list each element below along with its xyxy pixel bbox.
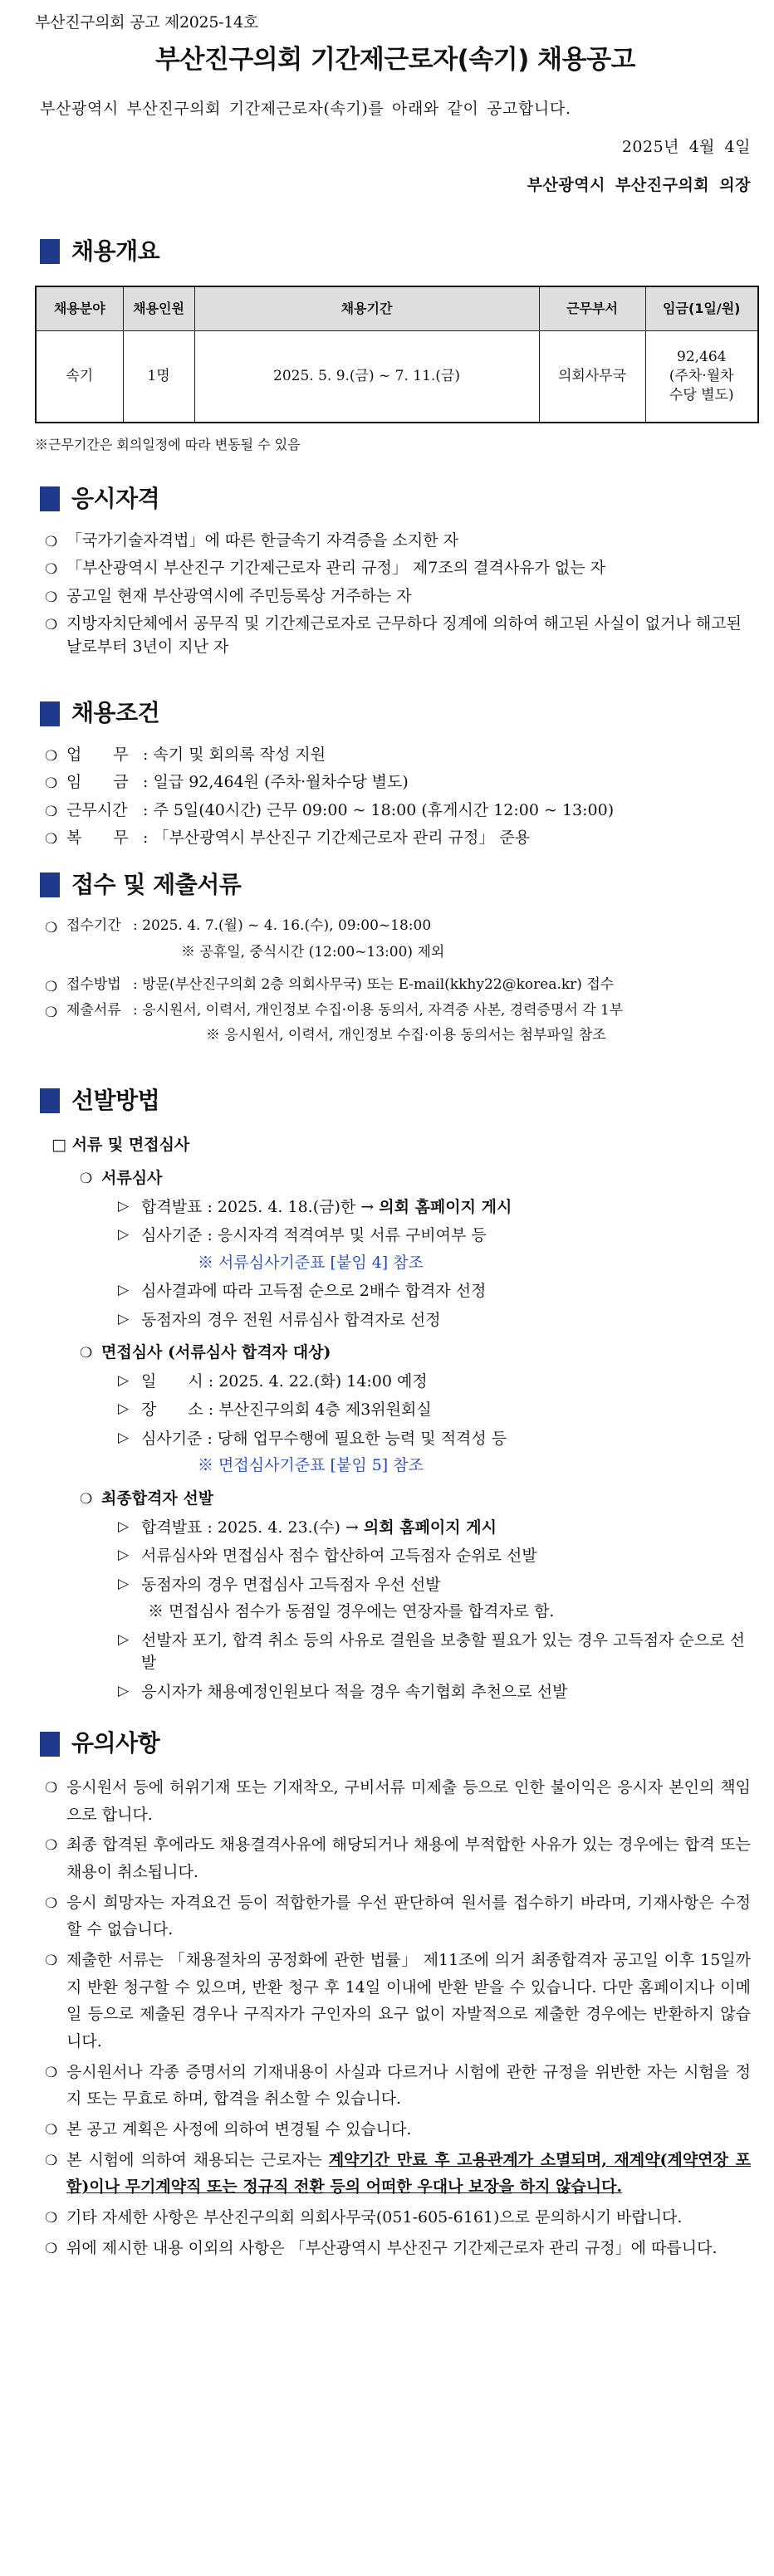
cell-dept: 의회사무국 (539, 331, 645, 423)
cell-period: 2025. 5. 9.(금) ~ 7. 11.(금) (194, 331, 539, 423)
section-bar-icon (40, 873, 60, 897)
list-item: ▷ 심사기준 : 응시자격 적격여부 및 서류 구비여부 등 (118, 1226, 487, 1245)
circle-bullet-icon: ❍ (45, 1779, 58, 1796)
triangle-bullet-icon: ▷ (118, 1547, 130, 1564)
triangle-bullet-icon: ▷ (118, 1310, 130, 1327)
circle-bullet-icon: ❍ (45, 747, 58, 765)
list-item: ❍ 제출한 서류는 「채용절차의 공정화에 관한 법률」 제11조에 의거 최종합격자 공고일 이후 15일까지 반환 청구할 수 있으며, 반환 청구 후 14일 이내에 반환 받을 수 있습니다. 다만 홈페이지나 이메일 등으로 제출된 경우나 구직자가 구인자의 요구 없이 자발적으로 제출한 경우에는 반환하지 않습니다. (45, 1950, 751, 2051)
list-item: ❍ 접수기간 : 2025. 4. 7.(월) ~ 4. 16.(수), 09:00~18:00 (40, 916, 751, 936)
list-item: ❍ 제출서류 : 응시원서, 이력서, 개인정보 수집·이용 동의서, 자격증 사본, 경력증명서 각 1부 (40, 1000, 751, 1021)
cautions-list (40, 1774, 751, 2261)
section-overview-heading: 채용개요 (40, 235, 751, 269)
list-item: ❍ 「부산광역시 부산진구 기간제근로자 관리 규정」 제7조의 결격사유가 없는 자 (40, 557, 751, 580)
list-item: ❍ 복 무 : 「부산광역시 부산진구 기간제근로자 관리 규정」 준용 (40, 827, 751, 850)
conditions-list (40, 744, 751, 850)
final-selection-heading: ❍ 최종합격자 선발 (80, 1488, 751, 1511)
list-item: ❍ 응시원서나 각종 증명서의 기재내용이 사실과 다르거나 시험에 관한 규정을 위반한 자는 시험을 정지 또는 무효로 하며, 합격을 취소할 수 있습니다. (45, 2062, 751, 2109)
circle-bullet-icon: ❍ (45, 1952, 58, 1969)
list-item: ❍ 응시 희망자는 자격요건 등이 적합한가를 우선 판단하여 원서를 접수하기 바라며, 기재사항은 수정할 수 없습니다. (45, 1893, 751, 1939)
col-dept: 근무부서 (539, 286, 645, 331)
circle-bullet-icon: ❍ (45, 919, 58, 936)
notice-number: 부산진구의회 공고 제2025-14호 (35, 13, 258, 32)
period-note: ※ 공휴일, 중식시간 (12:00~13:00) 제외 (181, 944, 445, 961)
list-item: ❍ 「국가기술자격법」에 따른 한글속기 자격증을 소지한 자 (40, 530, 751, 553)
list-item: ❍ 위에 제시한 내용 이외의 사항은 「부산광역시 부산진구 기간제근로자 관리 규정」에 따릅니다. (40, 2235, 751, 2262)
circle-bullet-icon: ❍ (45, 533, 58, 550)
list-item: ▷ 합격발표 : 2025. 4. 23.(수) → 의회 홈페이지 게시 (118, 1518, 497, 1537)
list-item: ❍ 공고일 현재 부산광역시에 주민등록상 거주하는 자 (40, 585, 751, 609)
section-bar-icon (40, 1088, 60, 1113)
section-bar-icon (40, 1732, 60, 1757)
section-submission-heading: 접수 및 제출서류 (40, 868, 751, 902)
circle-bullet-icon: ❍ (45, 617, 58, 634)
list-item: ❍ 근무시간 : 주 5일(40시간) 근무 09:00 ~ 18:00 (휴게시간 12:00 ~ 13:00) (40, 799, 751, 823)
doc-review-reference: ※ 서류심사기준표 [붙임 4] 참조 (198, 1253, 424, 1272)
circle-bullet-icon: ❍ (45, 2152, 58, 2169)
triangle-bullet-icon: ▷ (118, 1518, 130, 1535)
section-cautions-heading: 유의사항 (40, 1727, 751, 1761)
list-item: ▷ 합격발표 : 2025. 4. 18.(금)한 → 의회 홈페이지 게시 (118, 1197, 512, 1216)
col-count: 채용인원 (123, 286, 194, 331)
triangle-bullet-icon: ▷ (118, 1429, 130, 1446)
circle-bullet-icon: ❍ (45, 978, 58, 995)
circle-bullet-icon: ❍ (45, 2122, 58, 2139)
cell-field: 속기 (36, 331, 123, 423)
overview-table (35, 286, 759, 423)
triangle-bullet-icon: ▷ (118, 1197, 130, 1215)
table-header-row (36, 286, 758, 331)
list-item: ▷ 응시자가 채용예정인원보다 적을 경우 속기협회 추천으로 선발 (118, 1682, 568, 1701)
list-item: ❍ 응시원서 등에 허위기재 또는 기재착오, 구비서류 미제출 등으로 인한 불이익은 응시자 본인의 책임으로 합니다. (45, 1777, 751, 1824)
contract-warning: 계약기간 만료 후 고용관계가 소멸되며, 재계약(계약연장 포함)이나 무기계약직 또는 정규직 전환 등의 어떠한 우대나 보장을 하지 않습니다. (66, 2150, 751, 2197)
list-item: ▷ 서류심사와 면접심사 점수 합산하여 고득점자 순위로 선발 (118, 1547, 537, 1566)
circle-bullet-icon: ❍ (45, 831, 58, 848)
list-item: ▷ 선발자 포기, 합격 취소 등의 사유로 결원을 보충할 필요가 있는 경우 고득점자 순으로 선발 (118, 1630, 745, 1673)
section-bar-icon (40, 486, 60, 511)
submission-list (40, 916, 751, 1046)
list-item: ▷ 동점자의 경우 면접심사 고득점자 우선 선발 (118, 1575, 441, 1594)
cell-wage: 92,464 (주차·월차 수당 별도) (645, 331, 758, 423)
circle-bullet-icon: ❍ (80, 1170, 93, 1187)
doc-review-heading: ❍ 서류심사 (80, 1167, 751, 1190)
list-item: ▷ 심사기준 : 당해 업무수행에 필요한 능력 및 적격성 등 (118, 1429, 507, 1448)
section-bar-icon (40, 239, 60, 264)
circle-bullet-icon: ❍ (45, 2064, 58, 2081)
interview-heading: ❍ 면접심사 (서류심사 합격자 대상) (80, 1342, 751, 1365)
list-item: ▷ 장 소 : 부산진구의회 4층 제3위원회실 (118, 1400, 432, 1420)
triangle-bullet-icon: ▷ (118, 1282, 130, 1299)
table-row (36, 331, 758, 423)
section-qualification-heading: 응시자격 (40, 482, 751, 516)
circle-bullet-icon: ❍ (80, 1345, 93, 1362)
circle-bullet-icon: ❍ (45, 1004, 58, 1021)
col-period: 채용기간 (194, 286, 539, 331)
circle-bullet-icon: ❍ (45, 561, 58, 579)
col-wage: 임금(1일/원) (645, 286, 758, 331)
page-title: 부산진구의회 기간제근로자(속기) 채용공고 (155, 44, 635, 75)
docs-note: ※ 응시원서, 이력서, 개인정보 수집·이용 동의서는 첨부파일 참조 (206, 1027, 606, 1044)
list-item: ❍ 본 시험에 의하여 채용되는 근로자는 계약기간 만료 후 고용관계가 소멸되며, 재계약(계약연장 포함)이나 무기계약직 또는 정규직 전환 등의 어떠한 우대나 보장을 하지 않습니다. (45, 2150, 751, 2197)
list-item: ❍ 기타 자세한 사항은 부산진구의회 의회사무국(051-605-6161)으로 문의하시기 바랍니다. (40, 2204, 751, 2231)
list-item: ❍ 업 무 : 속기 및 회의록 작성 지원 (40, 744, 751, 767)
triangle-bullet-icon: ▷ (118, 1575, 130, 1592)
triangle-bullet-icon: ▷ (118, 1400, 130, 1418)
circle-bullet-icon: ❍ (80, 1490, 93, 1508)
circle-bullet-icon: ❍ (45, 803, 58, 820)
circle-bullet-icon: ❍ (45, 2240, 58, 2257)
list-item: ❍ 접수방법 : 방문(부산진구의회 2층 의회사무국) 또는 E-mail(kkhy22@korea.kr) 접수 (40, 975, 751, 995)
list-item: ▷ 동점자의 경우 전원 서류심사 합격자로 선정 (118, 1310, 441, 1329)
selection-subtitle: □ 서류 및 면접심사 (51, 1136, 190, 1155)
circle-bullet-icon: ❍ (45, 589, 58, 606)
intro-text: 부산광역시 부산진구의회 기간제근로자(속기)를 아래와 같이 공고합니다. (40, 100, 571, 119)
notice-date: 2025년 4월 4일 (621, 138, 751, 157)
section-selection-heading: 선발방법 (40, 1084, 751, 1118)
issuing-org: 부산광역시 부산진구의회 의장 (527, 175, 751, 194)
list-item: ❍ 최종 합격된 후에라도 채용결격사유에 해당되거나 채용에 부적합한 사유가 있는 경우에는 합격 또는 채용이 취소됩니다. (45, 1835, 751, 1881)
list-item: ▷ 일 시 : 2025. 4. 22.(화) 14:00 예정 (118, 1371, 428, 1391)
tie-break-note: ※ 면접심사 점수가 동점일 경우에는 연장자를 합격자로 함. (148, 1602, 555, 1621)
qualification-list (40, 530, 751, 659)
circle-bullet-icon: ❍ (45, 2210, 58, 2227)
overview-footnote: ※근무기간은 회의일정에 따라 변동될 수 있음 (35, 436, 301, 452)
col-field: 채용분야 (36, 286, 123, 331)
list-item: ❍ 임 금 : 일급 92,464원 (주차·월차수당 별도) (40, 771, 751, 794)
triangle-bullet-icon: ▷ (118, 1630, 130, 1648)
circle-bullet-icon: ❍ (45, 775, 58, 793)
triangle-bullet-icon: ▷ (118, 1226, 130, 1244)
list-item: ❍ 지방자치단체에서 공무직 및 기간제근로자로 근무하다 징계에 의하여 해고된 사실이 없거나 해고된 날로부터 3년이 지난 자 (45, 614, 742, 656)
cell-count: 1명 (123, 331, 194, 423)
section-bar-icon (40, 701, 60, 726)
triangle-bullet-icon: ▷ (118, 1371, 130, 1389)
list-item: ▷ 심사결과에 따라 고득점 순으로 2배수 합격자 선정 (118, 1282, 487, 1301)
circle-bullet-icon: ❍ (45, 1894, 58, 1912)
interview-reference: ※ 면접심사기준표 [붙임 5] 참조 (198, 1456, 424, 1475)
section-conditions-heading: 채용조건 (40, 697, 751, 731)
list-item: ❍ 본 공고 계획은 사정에 의하여 변경될 수 있습니다. (40, 2116, 751, 2143)
triangle-bullet-icon: ▷ (118, 1682, 130, 1699)
circle-bullet-icon: ❍ (45, 1837, 58, 1855)
